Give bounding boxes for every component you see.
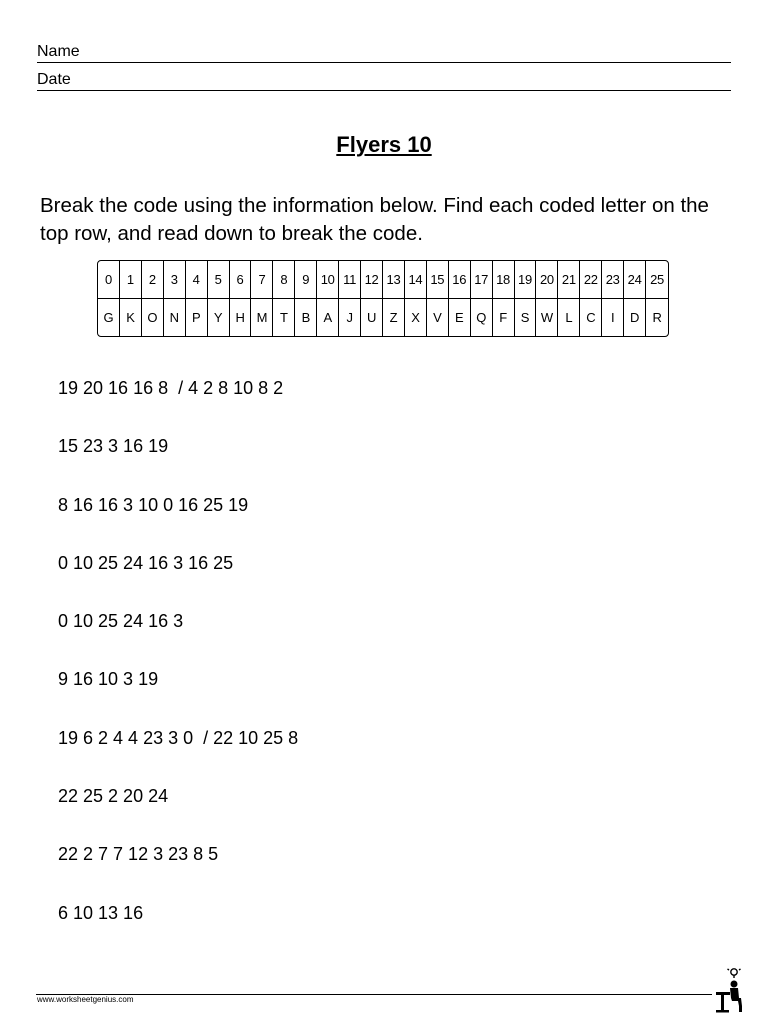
coded-line: 9 16 10 3 19 [58,669,159,690]
date-field[interactable] [37,68,731,91]
code-key-table [97,260,669,337]
code-letter-cell: N [164,299,186,337]
code-number-cell: 6 [230,261,252,299]
code-letter-cell: T [273,299,295,337]
name-field[interactable] [37,40,731,63]
code-number-cell: 3 [164,261,186,299]
code-letter-cell: P [186,299,208,337]
code-letter-cell: B [295,299,317,337]
code-letter-cell: G [98,299,120,337]
code-letter-cell: C [580,299,602,337]
code-number-cell: 13 [383,261,405,299]
code-number-cell: 16 [449,261,471,299]
code-letter-cell: H [230,299,252,337]
code-number-cell: 24 [624,261,646,299]
code-number-cell: 1 [120,261,142,299]
code-letter-cell: R [652,309,662,325]
code-letter-cell: J [339,299,361,337]
worksheet-title: Flyers 10 [336,132,432,157]
code-number-cell: 4 [186,261,208,299]
code-number-cell: 14 [405,261,427,299]
coded-line: 15 23 3 16 19 [58,436,169,457]
code-number-cell: 21 [558,261,580,299]
code-letter-cell: X [405,299,427,337]
code-letter-cell: D [624,299,646,337]
coded-line: 19 20 16 16 8 / 4 2 8 10 8 2 [58,378,284,398]
instructions-text: Break the code using the information below. Find each coded letter on the top row, and read down to break the code. [40,194,709,245]
code-letter-cell: L [558,299,580,337]
name-label: Name [37,43,80,60]
code-number-cell: 19 [515,261,537,299]
code-letter-cell: V [427,299,449,337]
coded-line: 19 6 2 4 4 23 3 0 / 22 10 25 8 [58,727,299,748]
code-number-cell: 15 [427,261,449,299]
code-number-cell: 12 [361,261,383,299]
coded-line: 22 2 7 7 12 3 23 8 5 [58,844,219,865]
code-letter-cell: W [536,299,558,337]
student-at-desk-lightbulb-icon [712,966,746,1014]
code-letter-cell: M [251,299,273,337]
footer-divider [36,994,712,995]
code-number-cell: 20 [536,261,558,299]
coded-line: 0 10 25 24 16 3 [58,611,184,632]
code-number-cell: 9 [295,261,317,299]
coded-lines-list [58,377,298,960]
coded-line: 0 10 25 24 16 3 16 25 [58,552,234,573]
code-number-cell: 10 [317,261,339,299]
coded-line: 6 10 13 16 [58,902,144,923]
code-letter-cell: Z [383,299,405,337]
code-number-cell: 5 [208,261,230,299]
footer-url: www.worksheetgenius.com [37,995,134,1004]
code-number-cell: 8 [273,261,295,299]
code-number-cell: 22 [580,261,602,299]
code-letter-cell: A [317,299,339,337]
code-letter-cell: I [602,299,624,337]
code-letter-cell: F [493,299,515,337]
coded-line: 8 16 16 3 10 0 16 25 19 [58,494,249,515]
code-letter-cell: K [120,299,142,337]
code-number-cell: 23 [602,261,624,299]
code-number-cell: 0 [98,261,120,299]
code-number-cell: 11 [339,261,361,299]
coded-line: 22 25 2 20 24 [58,786,169,807]
code-number-cell: 17 [471,261,493,299]
code-letter-cell: U [361,299,383,337]
code-letter-cell: E [449,299,471,337]
code-number-cell: 2 [142,261,164,299]
date-label: Date [37,71,71,88]
code-number-cell: 18 [493,261,515,299]
code-letter-cell: Q [471,299,493,337]
code-number-cell: 25 [646,261,668,299]
code-letter-cell: Y [208,299,230,337]
code-letter-cell: O [142,299,164,337]
code-number-cell: 7 [251,261,273,299]
code-letter-cell: S [515,299,537,337]
